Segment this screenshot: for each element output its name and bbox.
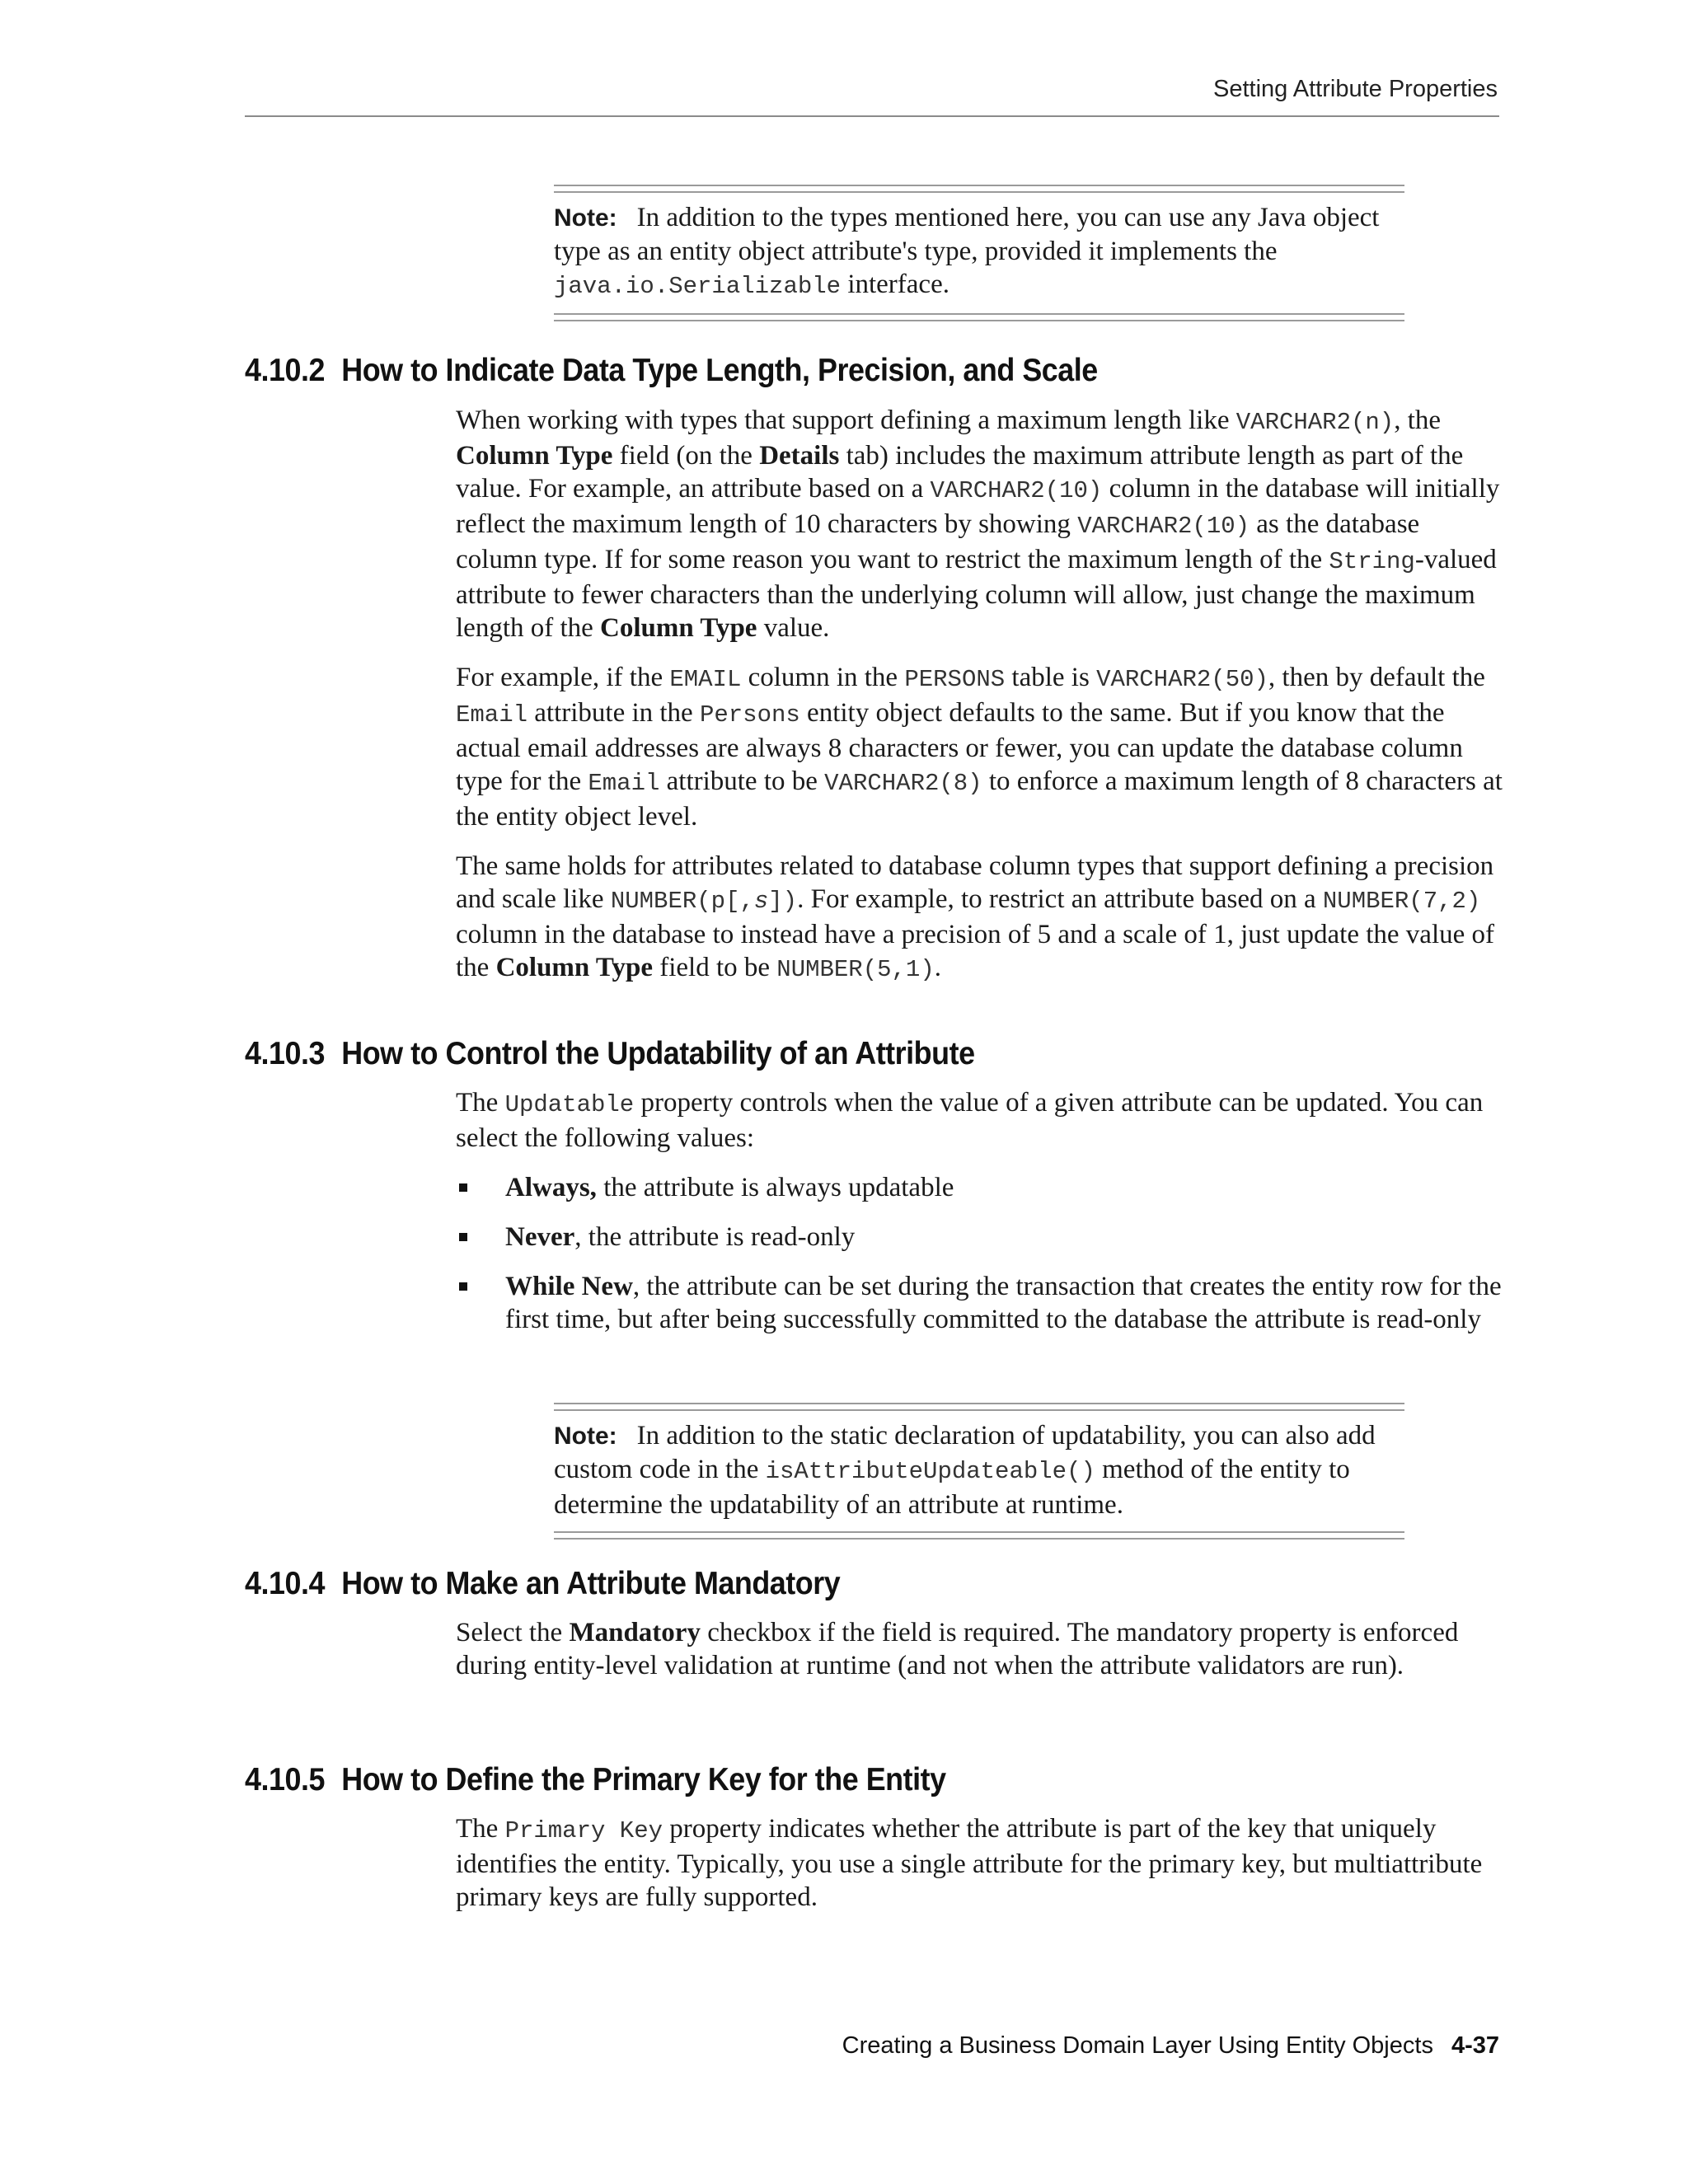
- page-number: 4-37: [1451, 2032, 1499, 2059]
- section-heading: 4.10.2 How to Indicate Data Type Length, Precision, and Scale: [245, 353, 1098, 388]
- chapter-title: Creating a Business Domain Layer Using Entity Objects: [842, 2032, 1433, 2059]
- bullet-list: [456, 1171, 1503, 1336]
- running-header: [245, 73, 1499, 117]
- section-heading: 4.10.5 How to Define the Primary Key for the Entity: [245, 1762, 946, 1797]
- list-item: Never, the attribute is read-only: [456, 1221, 1503, 1254]
- section-heading: 4.10.4 How to Make an Attribute Mandatory: [245, 1566, 841, 1601]
- section-body: [456, 1086, 1503, 1352]
- note-label: Note:: [554, 1422, 617, 1450]
- bullet-icon: [459, 1183, 467, 1192]
- paragraph: When working with types that support defining a maximum length like VARCHAR2(n), the Column Type field (on the Details tab) includes the maximum attribute length as part of the value. For example, an attribute based on a VARCHAR2(10) column in the database will initially reflect the maximum length of 10 characters by showing VARCHAR2(10) as the database column type. If for some reason you want to restrict the maximum length of the String-valued attribute to fewer characters than the underlying column will allow, just change the maximum length of the Column Type value.: [456, 405, 1500, 643]
- list-item: While New, the attribute can be set during the transaction that creates the entity row for the first time, but after being successfully committed to the database the attribute is read-only: [456, 1270, 1503, 1336]
- section-body: [456, 1812, 1503, 1930]
- bullet-icon: [459, 1282, 467, 1291]
- note-top-rule: [554, 1403, 1404, 1411]
- paragraph: The Updatable property controls when the value of a given attribute can be updated. You can select the following values:: [456, 1088, 1484, 1153]
- paragraph: Select the Mandatory checkbox if the field is required. The mandatory property is enforced during entity-level validation at runtime (and not when the attribute validators are run).: [456, 1618, 1459, 1680]
- note-box: [554, 185, 1404, 321]
- section-body: [456, 404, 1503, 1003]
- section-heading: 4.10.3 How to Control the Updatability of an Attribute: [245, 1036, 975, 1071]
- note-text: Note: In addition to the types mentioned here, you can use any Java object type as an entity object attribute's type, provided it implements the java.io.Serializable interface.: [554, 203, 1380, 300]
- bullet-icon: [459, 1233, 467, 1241]
- page-footer: [842, 2032, 1499, 2060]
- note-bottom-rule: [554, 1531, 1404, 1540]
- paragraph: The Primary Key property indicates whether the attribute is part of the key that uniquely identifies the entity. Typically, you use a single attribute for the primary key, but multiattribute primary keys are fully supported.: [456, 1814, 1483, 1912]
- paragraph: The same holds for attributes related to database column types that support defining a precision and scale like NUMBER(p[,s]). For example, to restrict an attribute based on a NUMBER(7,2) column in the database to instead have a precision of 5 and a scale of 1, just update the value of the Column Type field to be NUMBER(5,1).: [456, 851, 1494, 983]
- section-body: [456, 1616, 1503, 1699]
- note-label: Note:: [554, 204, 617, 232]
- note-box: [554, 1403, 1404, 1540]
- note-bottom-rule: [554, 313, 1404, 321]
- note-top-rule: [554, 185, 1404, 193]
- note-text: Note: In addition to the static declaration of updatability, you can also add custom code in the isAttributeUpdateable() method of the entity to determine the updatability of an attribute at runtime.: [554, 1421, 1376, 1520]
- paragraph: For example, if the EMAIL column in the PERSONS table is VARCHAR2(50), then by default the Email attribute in the Persons entity object defaults to the same. But if you know that the actual email addresses are always 8 characters or fewer, you can update the database column type for the Email attribute to be VARCHAR2(8) to enforce a maximum length of 8 characters at the entity object level.: [456, 663, 1503, 832]
- list-item: Always, the attribute is always updatable: [456, 1171, 1503, 1204]
- running-title: Setting Attribute Properties: [1213, 76, 1498, 102]
